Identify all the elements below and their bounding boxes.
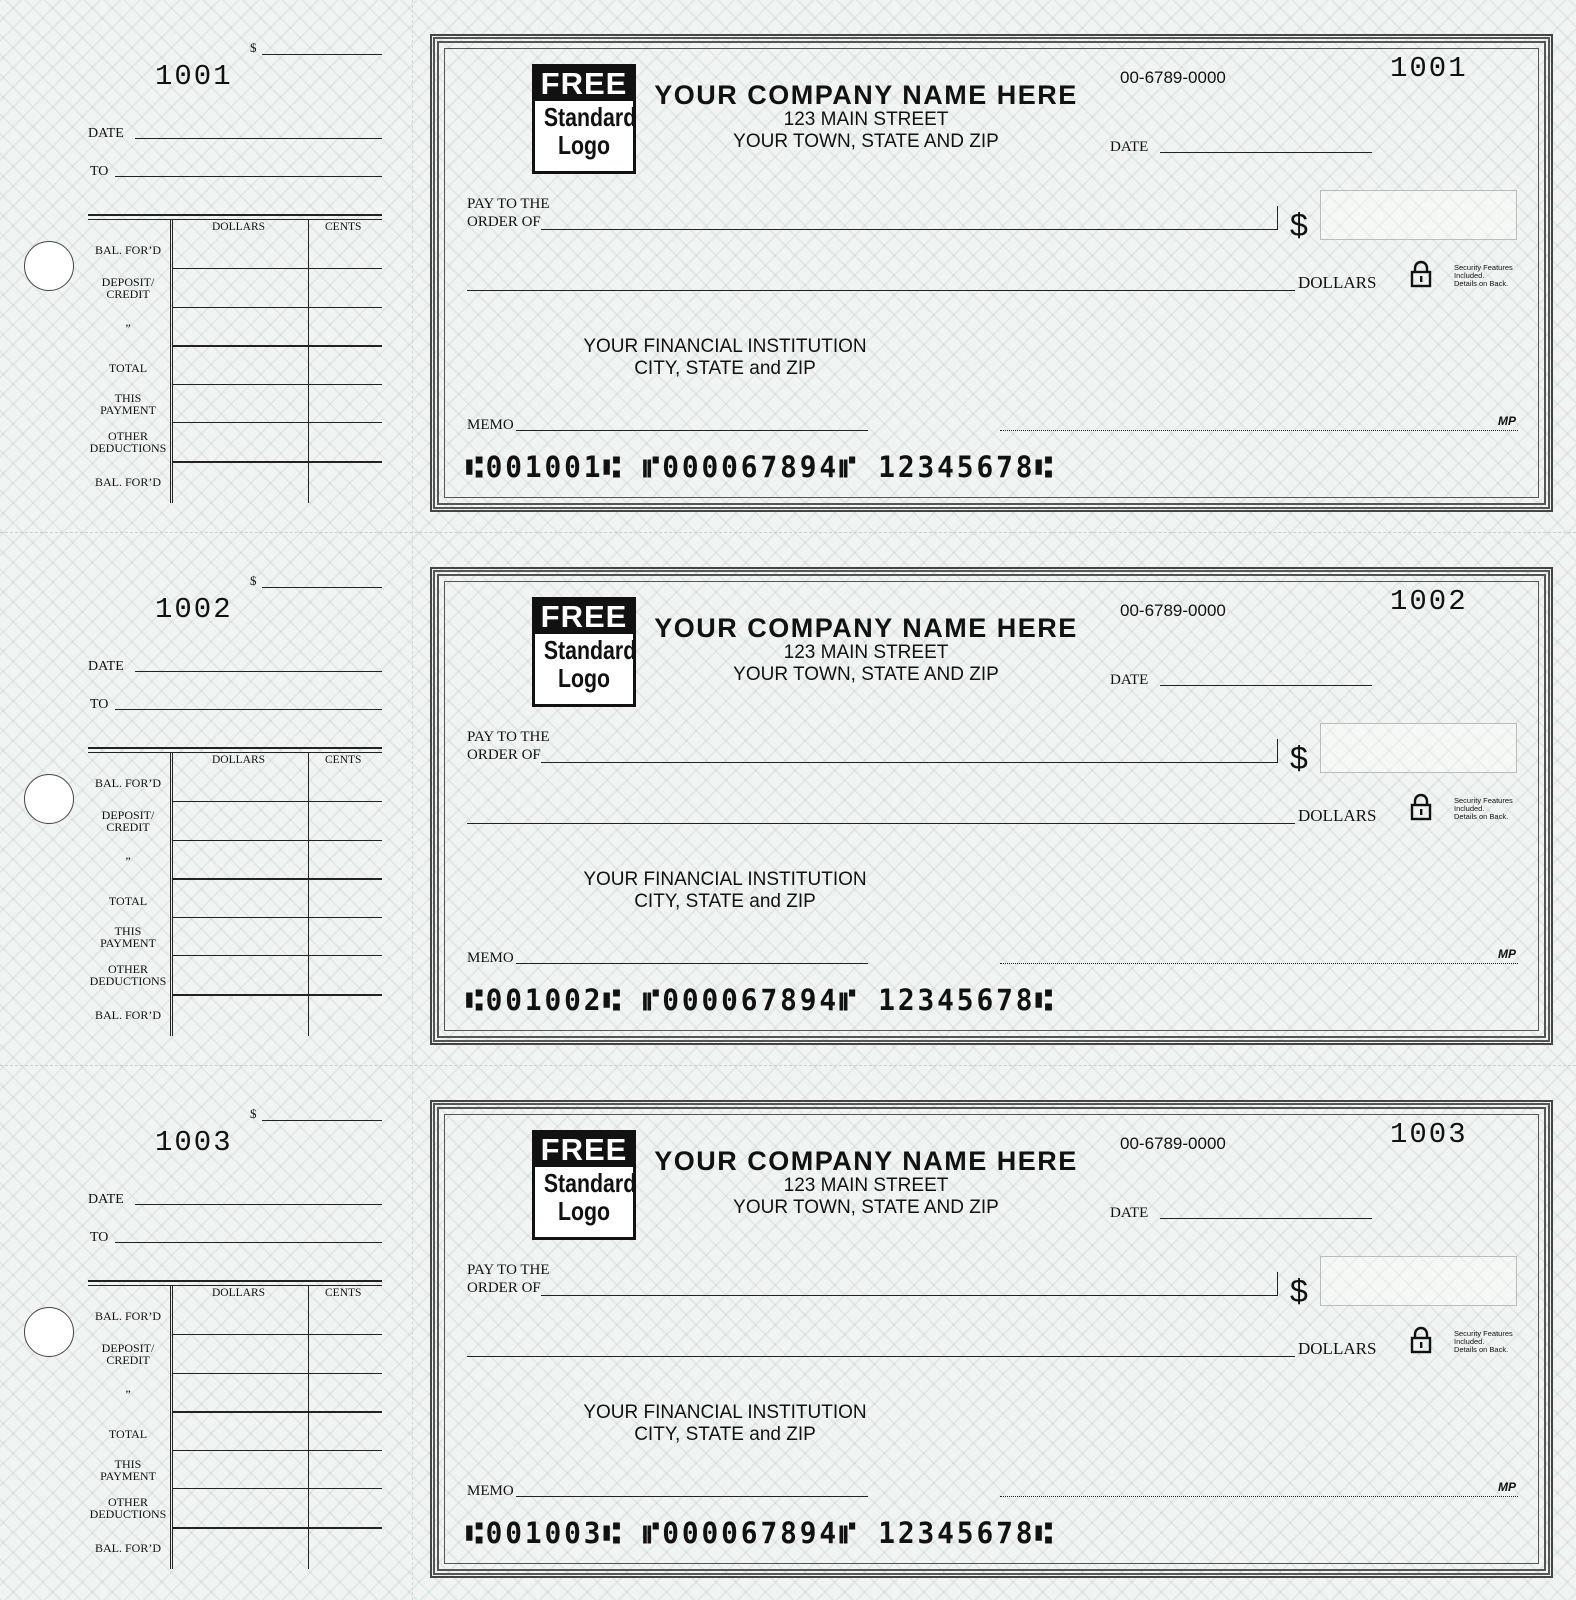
lock-icon: [1410, 260, 1432, 288]
row-label-payment: PAYMENT: [100, 936, 156, 950]
memo-line[interactable]: [516, 430, 868, 431]
row-label-bal-ford: BAL. FOR’D: [94, 243, 161, 257]
row-label-deposit: DEPOSIT/: [101, 808, 155, 822]
stub-to-line[interactable]: [115, 709, 382, 710]
amount-box[interactable]: [1320, 723, 1517, 773]
company-street: 123 MAIN STREET: [783, 109, 949, 130]
row-label-credit: CREDIT: [106, 820, 150, 834]
payee-line[interactable]: [541, 1295, 1278, 1296]
logo-standard-text: Standard Logo: [543, 1168, 637, 1226]
row-label-deposit: DEPOSIT/: [101, 1341, 155, 1355]
payee-line[interactable]: [541, 762, 1278, 763]
check-number: 1003: [1390, 1118, 1468, 1151]
memo-label: MEMO: [467, 950, 514, 966]
check-row-1: [0, 0, 1576, 533]
stub-date-label: DATE: [88, 126, 124, 141]
logo-standard-text: Standard Logo: [543, 102, 637, 160]
company-street: 123 MAIN STREET: [783, 642, 949, 663]
payee-line[interactable]: [541, 229, 1278, 230]
stub-date-label: DATE: [88, 1192, 124, 1207]
order-of-label: ORDER OF: [467, 214, 541, 230]
security-features-note: Security Features Included. Details on Back.: [1454, 796, 1513, 821]
logo-free-text: FREE: [535, 600, 633, 634]
row-label-deductions: DEDUCTIONS: [89, 441, 167, 455]
cents-column-header: CENTS: [325, 754, 362, 766]
stub-to-line[interactable]: [115, 1242, 382, 1243]
company-name: YOUR COMPANY NAME HERE: [654, 1146, 1078, 1176]
pay-to-the-label: PAY TO THE: [467, 1262, 550, 1278]
memo-label: MEMO: [467, 417, 514, 433]
company-name: YOUR COMPANY NAME HERE: [654, 613, 1078, 643]
bank-name: YOUR FINANCIAL INSTITUTION: [583, 336, 867, 357]
stub-dollar-sign: $: [250, 1106, 257, 1121]
row-label-this: THIS: [114, 1457, 142, 1471]
row-label-this: THIS: [114, 391, 142, 405]
stub-date-line[interactable]: [135, 1204, 382, 1205]
signature-line[interactable]: [1000, 1496, 1518, 1497]
punch-hole: [24, 241, 74, 291]
lock-icon: [1410, 1326, 1432, 1354]
date-label: DATE: [1110, 139, 1149, 155]
mp-mark: MP: [1498, 1480, 1516, 1494]
row-label-payment: PAYMENT: [100, 403, 156, 417]
routing-code: 00-6789-0000: [1120, 601, 1226, 620]
amount-box[interactable]: [1320, 190, 1517, 240]
mp-mark: MP: [1498, 414, 1516, 428]
memo-line[interactable]: [516, 963, 868, 964]
check-stub: [0, 1066, 412, 1599]
row-label-bal-ford-end: BAL. FOR’D: [94, 475, 161, 489]
memo-label: MEMO: [467, 1483, 514, 1499]
stub-dollar-sign: $: [250, 40, 257, 55]
bank-name: YOUR FINANCIAL INSTITUTION: [583, 1402, 867, 1423]
punch-hole: [24, 774, 74, 824]
row-label-deductions: DEDUCTIONS: [89, 974, 167, 988]
amount-box[interactable]: [1320, 1256, 1517, 1306]
stub-to-label: TO: [90, 1230, 109, 1245]
bank-city: CITY, STATE and ZIP: [634, 891, 816, 912]
logo-standard-text: Standard Logo: [543, 635, 637, 693]
row-label-ditto: ”: [125, 1387, 131, 1401]
lock-icon: [1410, 793, 1432, 821]
row-label-other: OTHER: [108, 1495, 148, 1509]
stub-amount-line[interactable]: [262, 1120, 382, 1121]
signature-line[interactable]: [1000, 963, 1518, 964]
amount-dollar-sign: $: [1290, 207, 1308, 243]
row-label-credit: CREDIT: [106, 287, 150, 301]
written-amount-line[interactable]: [467, 290, 1295, 291]
routing-code: 00-6789-0000: [1120, 1134, 1226, 1153]
check-row-3: [0, 1066, 1576, 1599]
dollars-column-header: DOLLARS: [212, 1287, 266, 1299]
pay-to-the-label: PAY TO THE: [467, 196, 550, 212]
row-label-total: TOTAL: [108, 361, 148, 375]
check-stub: [0, 0, 412, 533]
amount-dollar-sign: $: [1290, 1273, 1308, 1309]
bank-name: YOUR FINANCIAL INSTITUTION: [583, 869, 867, 890]
row-label-bal-ford: BAL. FOR’D: [94, 776, 161, 790]
written-amount-line[interactable]: [467, 1356, 1295, 1357]
stub-to-label: TO: [90, 697, 109, 712]
security-features-note: Security Features Included. Details on Back.: [1454, 1329, 1513, 1354]
punch-hole: [24, 1307, 74, 1357]
company-town: YOUR TOWN, STATE AND ZIP: [733, 1197, 999, 1218]
stub-amount-line[interactable]: [262, 587, 382, 588]
row-label-bal-ford-end: BAL. FOR’D: [94, 1008, 161, 1022]
row-label-other: OTHER: [108, 429, 148, 443]
mp-mark: MP: [1498, 947, 1516, 961]
stub-date-line[interactable]: [135, 671, 382, 672]
row-label-deposit: DEPOSIT/: [101, 275, 155, 289]
dollars-column-header: DOLLARS: [212, 221, 266, 233]
date-line[interactable]: [1160, 1218, 1372, 1219]
stub-date-line[interactable]: [135, 138, 382, 139]
stub-ledger: [88, 747, 382, 1036]
dollars-label: DOLLARS: [1298, 273, 1377, 292]
row-label-other: OTHER: [108, 962, 148, 976]
stub-to-line[interactable]: [115, 176, 382, 177]
row-label-deductions: DEDUCTIONS: [89, 1507, 167, 1521]
order-of-label: ORDER OF: [467, 1280, 541, 1296]
date-line[interactable]: [1160, 685, 1372, 686]
stub-dollar-sign: $: [250, 573, 257, 588]
row-label-total: TOTAL: [108, 894, 148, 908]
row-label-this: THIS: [114, 924, 142, 938]
date-line[interactable]: [1160, 152, 1372, 153]
dollars-label: DOLLARS: [1298, 1339, 1377, 1358]
logo-free-text: FREE: [535, 1133, 633, 1167]
bank-city: CITY, STATE and ZIP: [634, 358, 816, 379]
cents-column-header: CENTS: [325, 1287, 362, 1299]
check-body: [430, 34, 1553, 512]
date-label: DATE: [1110, 672, 1149, 688]
check-body: [430, 567, 1553, 1045]
dollars-label: DOLLARS: [1298, 806, 1377, 825]
check-stub: [0, 533, 412, 1066]
date-label: DATE: [1110, 1205, 1149, 1221]
row-label-ditto: ”: [125, 321, 131, 335]
order-of-label: ORDER OF: [467, 747, 541, 763]
stub-check-number: 1001: [155, 60, 233, 93]
company-name: YOUR COMPANY NAME HERE: [654, 80, 1078, 110]
row-label-payment: PAYMENT: [100, 1469, 156, 1483]
row-label-bal-ford-end: BAL. FOR’D: [94, 1541, 161, 1555]
pay-to-the-label: PAY TO THE: [467, 729, 550, 745]
check-number: 1001: [1390, 52, 1468, 85]
cents-column-header: CENTS: [325, 221, 362, 233]
stub-amount-line[interactable]: [262, 54, 382, 55]
check-row-2: [0, 533, 1576, 1066]
routing-code: 00-6789-0000: [1120, 68, 1226, 87]
company-town: YOUR TOWN, STATE AND ZIP: [733, 131, 999, 152]
micr-line: ⑆001001⑆ ⑈000067894⑈ 12345678⑆: [466, 450, 1055, 484]
dollars-column-header: DOLLARS: [212, 754, 266, 766]
check-body: [430, 1100, 1553, 1578]
micr-line: ⑆001002⑆ ⑈000067894⑈ 12345678⑆: [466, 983, 1055, 1017]
bank-city: CITY, STATE and ZIP: [634, 1424, 816, 1445]
check-number: 1002: [1390, 585, 1468, 618]
company-town: YOUR TOWN, STATE AND ZIP: [733, 664, 999, 685]
written-amount-line[interactable]: [467, 823, 1295, 824]
row-label-bal-ford: BAL. FOR’D: [94, 1309, 161, 1323]
stub-to-label: TO: [90, 164, 109, 179]
signature-line[interactable]: [1000, 430, 1518, 431]
stub-ledger: [88, 1280, 382, 1569]
micr-line: ⑆001003⑆ ⑈000067894⑈ 12345678⑆: [466, 1516, 1055, 1550]
stub-date-label: DATE: [88, 659, 124, 674]
stub-ledger: [88, 214, 382, 503]
row-label-ditto: ”: [125, 854, 131, 868]
stub-check-number: 1003: [155, 1126, 233, 1159]
memo-line[interactable]: [516, 1496, 868, 1497]
stub-check-number: 1002: [155, 593, 233, 626]
security-features-note: Security Features Included. Details on Back.: [1454, 263, 1513, 288]
row-label-total: TOTAL: [108, 1427, 148, 1441]
row-label-credit: CREDIT: [106, 1353, 150, 1367]
logo-free-text: FREE: [535, 67, 633, 101]
amount-dollar-sign: $: [1290, 740, 1308, 776]
company-street: 123 MAIN STREET: [783, 1175, 949, 1196]
